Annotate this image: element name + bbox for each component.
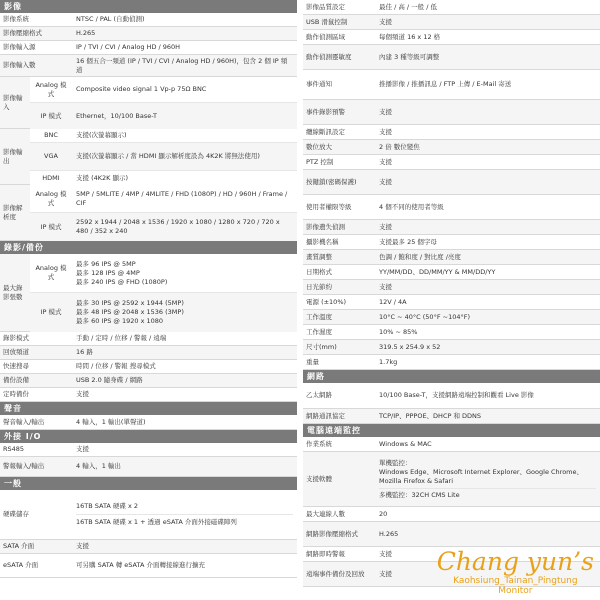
- table-row: 網路通訊協定 TCP/IP、PPPOE、DHCP 和 DDNS: [303, 409, 600, 424]
- watermark-subtitle-2: Monitor: [498, 586, 533, 596]
- table-row: 使用者權限等級 4 個不同的使用者等級: [303, 195, 600, 220]
- section-header-network: 網路: [303, 370, 600, 383]
- table-row: IP 模式 最多 30 IPS @ 2592 x 1944 (5MP) 最多 48 IPS @ 2048 x 1536 (3MP) 最多 60 IPS @ 1920 x 1080: [30, 293, 297, 332]
- table-row: 回放頻道 16 路: [0, 346, 297, 360]
- section-header-record: 錄影/備份: [0, 241, 297, 254]
- table-row: 乙太網路 10/100 Base-T，支援網路遠端控制和觀看 Live 影像: [303, 383, 600, 409]
- table-row: 工作濕度 10% ~ 85%: [303, 325, 600, 340]
- table-row: 日期格式 YY/MM/DD、DD/MM/YY & MM/DD/YY: [303, 265, 600, 280]
- table-row: Analog 模式 最多 96 IPS @ 5MP 最多 128 IPS @ 4MP 最多 240 IPS @ FHD (1080P): [30, 254, 297, 293]
- table-row: 事件通知 推播影像 / 推播訊息 / FTP 上傳 / E-Mail 寄送: [303, 70, 600, 100]
- table-row: 定時備份 支援: [0, 388, 297, 402]
- spec-table-right: [303, 0, 600, 587]
- table-row: 最大連線人數 20: [303, 507, 600, 522]
- table-row: Analog 模式 5MP / 5MLITE / 4MP / 4MLITE / FHD (1080P) / HD / 960H / Frame / CIF: [30, 185, 297, 213]
- table-row: 影像輸入源 IP / TVI / CVI / Analog HD / 960H: [0, 41, 297, 55]
- table-group: 影像輸入 Analog 模式 Composite video signal 1 Vp-p 75Ω BNC IP 模式 Ethernet，10/100 Base-T: [0, 77, 297, 129]
- table-row: 聲音輸入/輸出 4 輸入，1 輸出(單聲道): [0, 415, 297, 430]
- table-row: 影像品質設定 最佳 / 高 / 一般 / 低: [303, 0, 600, 15]
- table-row: 數位放大 2 倍 數位變焦: [303, 140, 600, 155]
- table-row: 影像系統 NTSC / PAL (自動偵測): [0, 13, 297, 27]
- table-row: IP 模式 2592 x 1944 / 2048 x 1536 / 1920 x 1080 / 1280 x 720 / 720 x 480 / 352 x 240: [30, 213, 297, 241]
- table-row: 網路即時警報 支援: [303, 547, 600, 562]
- table-row: 動作偵測區域 每個頻道 16 x 12 格: [303, 30, 600, 45]
- table-group: 影像解析度 Analog 模式 5MP / 5MLITE / 4MP / 4MLITE / FHD (1080P) / HD / 960H / Frame / CIF IP 模式 2592 x 1944 / 2048 x 1536 / 1920 x 1080 / 1280 x 720 / 720 x 480 / 352 x 240: [0, 185, 297, 241]
- table-row: 事件錄影預警 支援: [303, 100, 600, 125]
- table-row: 支援軟體 單機監控： Windows Edge、Microsoft Internet Explorer、Google Chrome、Mozilla Firefox & Safari 多機監控：32CH CMS Lite: [303, 452, 600, 507]
- table-row: RS485 支援: [0, 443, 297, 457]
- table-row: 網路影像壓縮格式 H.265: [303, 522, 600, 547]
- table-row: PTZ 控制 支援: [303, 155, 600, 170]
- table-row: BNC 支援(次螢幕顯示): [30, 129, 297, 143]
- table-row: 纜線斷訊設定 支援: [303, 125, 600, 140]
- table-row: 攝影機名稱 支援最多 25 個字母: [303, 235, 600, 250]
- table-row: VGA 支援(次螢幕顯示 / 當 HDMI 顯示解析度設為 4K2K 將無法使用): [30, 143, 297, 171]
- watermark-title: Chang yun’s: [436, 547, 594, 576]
- table-row: 備份設備 USB 2.0 隨身碟 / 網路: [0, 374, 297, 388]
- table-row: 錄影模式 手動 / 定時 / 位移 / 警報 / 遠端: [0, 332, 297, 346]
- table-row: 尺寸(mm) 319.5 x 254.9 x 52: [303, 340, 600, 355]
- table-row: 按鍵鎖(密碼保護) 支援: [303, 170, 600, 195]
- section-header-external-io: 外接 I/O: [0, 430, 297, 443]
- table-group: 最大錄影張數 Analog 模式 最多 96 IPS @ 5MP 最多 128 IPS @ 4MP 最多 240 IPS @ FHD (1080P) IP 模式 最多 30 IPS @ 2592 x 1944 (5MP) 最多 48 IPS @ 2048 x 1536 (3MP) 最多 60 IPS @ 1920 x 1080: [0, 254, 297, 332]
- table-row: 快速搜尋 時間 / 位移 / 警報 搜尋模式: [0, 360, 297, 374]
- table-row: Analog 模式 Composite video signal 1 Vp-p 75Ω BNC: [30, 77, 297, 103]
- table-row: 電源 (±10%) 12V / 4A: [303, 295, 600, 310]
- table-row: USB 滑鼠控制 支援: [303, 15, 600, 30]
- table-row: 重量 1.7kg: [303, 355, 600, 370]
- table-row: 動作偵測靈敏度 內建 3 種等級可調整: [303, 45, 600, 70]
- table-row: 影像輸入數 16 個五合一頻道 (IP / TVI / CVI / Analog HD / 960H)，包含 2 個 IP 頻道: [0, 55, 297, 77]
- section-header-video: 影像: [0, 0, 297, 13]
- table-row: 畫質調整 色調 / 飽和度 / 對比度 /亮度: [303, 250, 600, 265]
- table-row: eSATA 介面 可另購 SATA 轉 eSATA 介面轉接線進行擴充: [0, 554, 297, 578]
- table-row: 影像壓縮格式 H.265: [0, 27, 297, 41]
- table-row: 警報輸入/輸出 4 輸入，1 輸出: [0, 457, 297, 477]
- section-header-audio: 聲音: [0, 402, 297, 415]
- table-row: 日光節約 支援: [303, 280, 600, 295]
- watermark: [437, 548, 594, 596]
- table-row: IP 模式 Ethernet，10/100 Base-T: [30, 103, 297, 129]
- table-group: 影像輸出 BNC 支援(次螢幕顯示) VGA 支援(次螢幕顯示 / 當 HDMI 顯示解析度設為 4K2K 將無法使用) HDMI 支援 (4K2K 顯示): [0, 129, 297, 185]
- table-row: 影像遺失偵測 支援: [303, 220, 600, 235]
- table-row: 遠端事件備份及回放 支援: [303, 562, 600, 587]
- spec-table-left: [0, 0, 297, 578]
- watermark-subtitle: Kaohsiung_Tainan_Pingtung: [453, 576, 578, 586]
- table-row: HDMI 支援 (4K2K 顯示): [30, 171, 297, 185]
- section-header-general: 一般: [0, 477, 297, 490]
- table-row: SATA 介面 支援: [0, 540, 297, 554]
- table-row: 硬碟儲存 16TB SATA 硬碟 x 2 16TB SATA 硬碟 x 1 + 透過 eSATA 介面外接磁碟陣列: [0, 490, 297, 540]
- table-row: 作業系統 Windows & MAC: [303, 437, 600, 452]
- table-row: 工作溫度 10°C ~ 40°C (50°F ~104°F): [303, 310, 600, 325]
- section-header-remote: 電腦遠端監控: [303, 424, 600, 437]
